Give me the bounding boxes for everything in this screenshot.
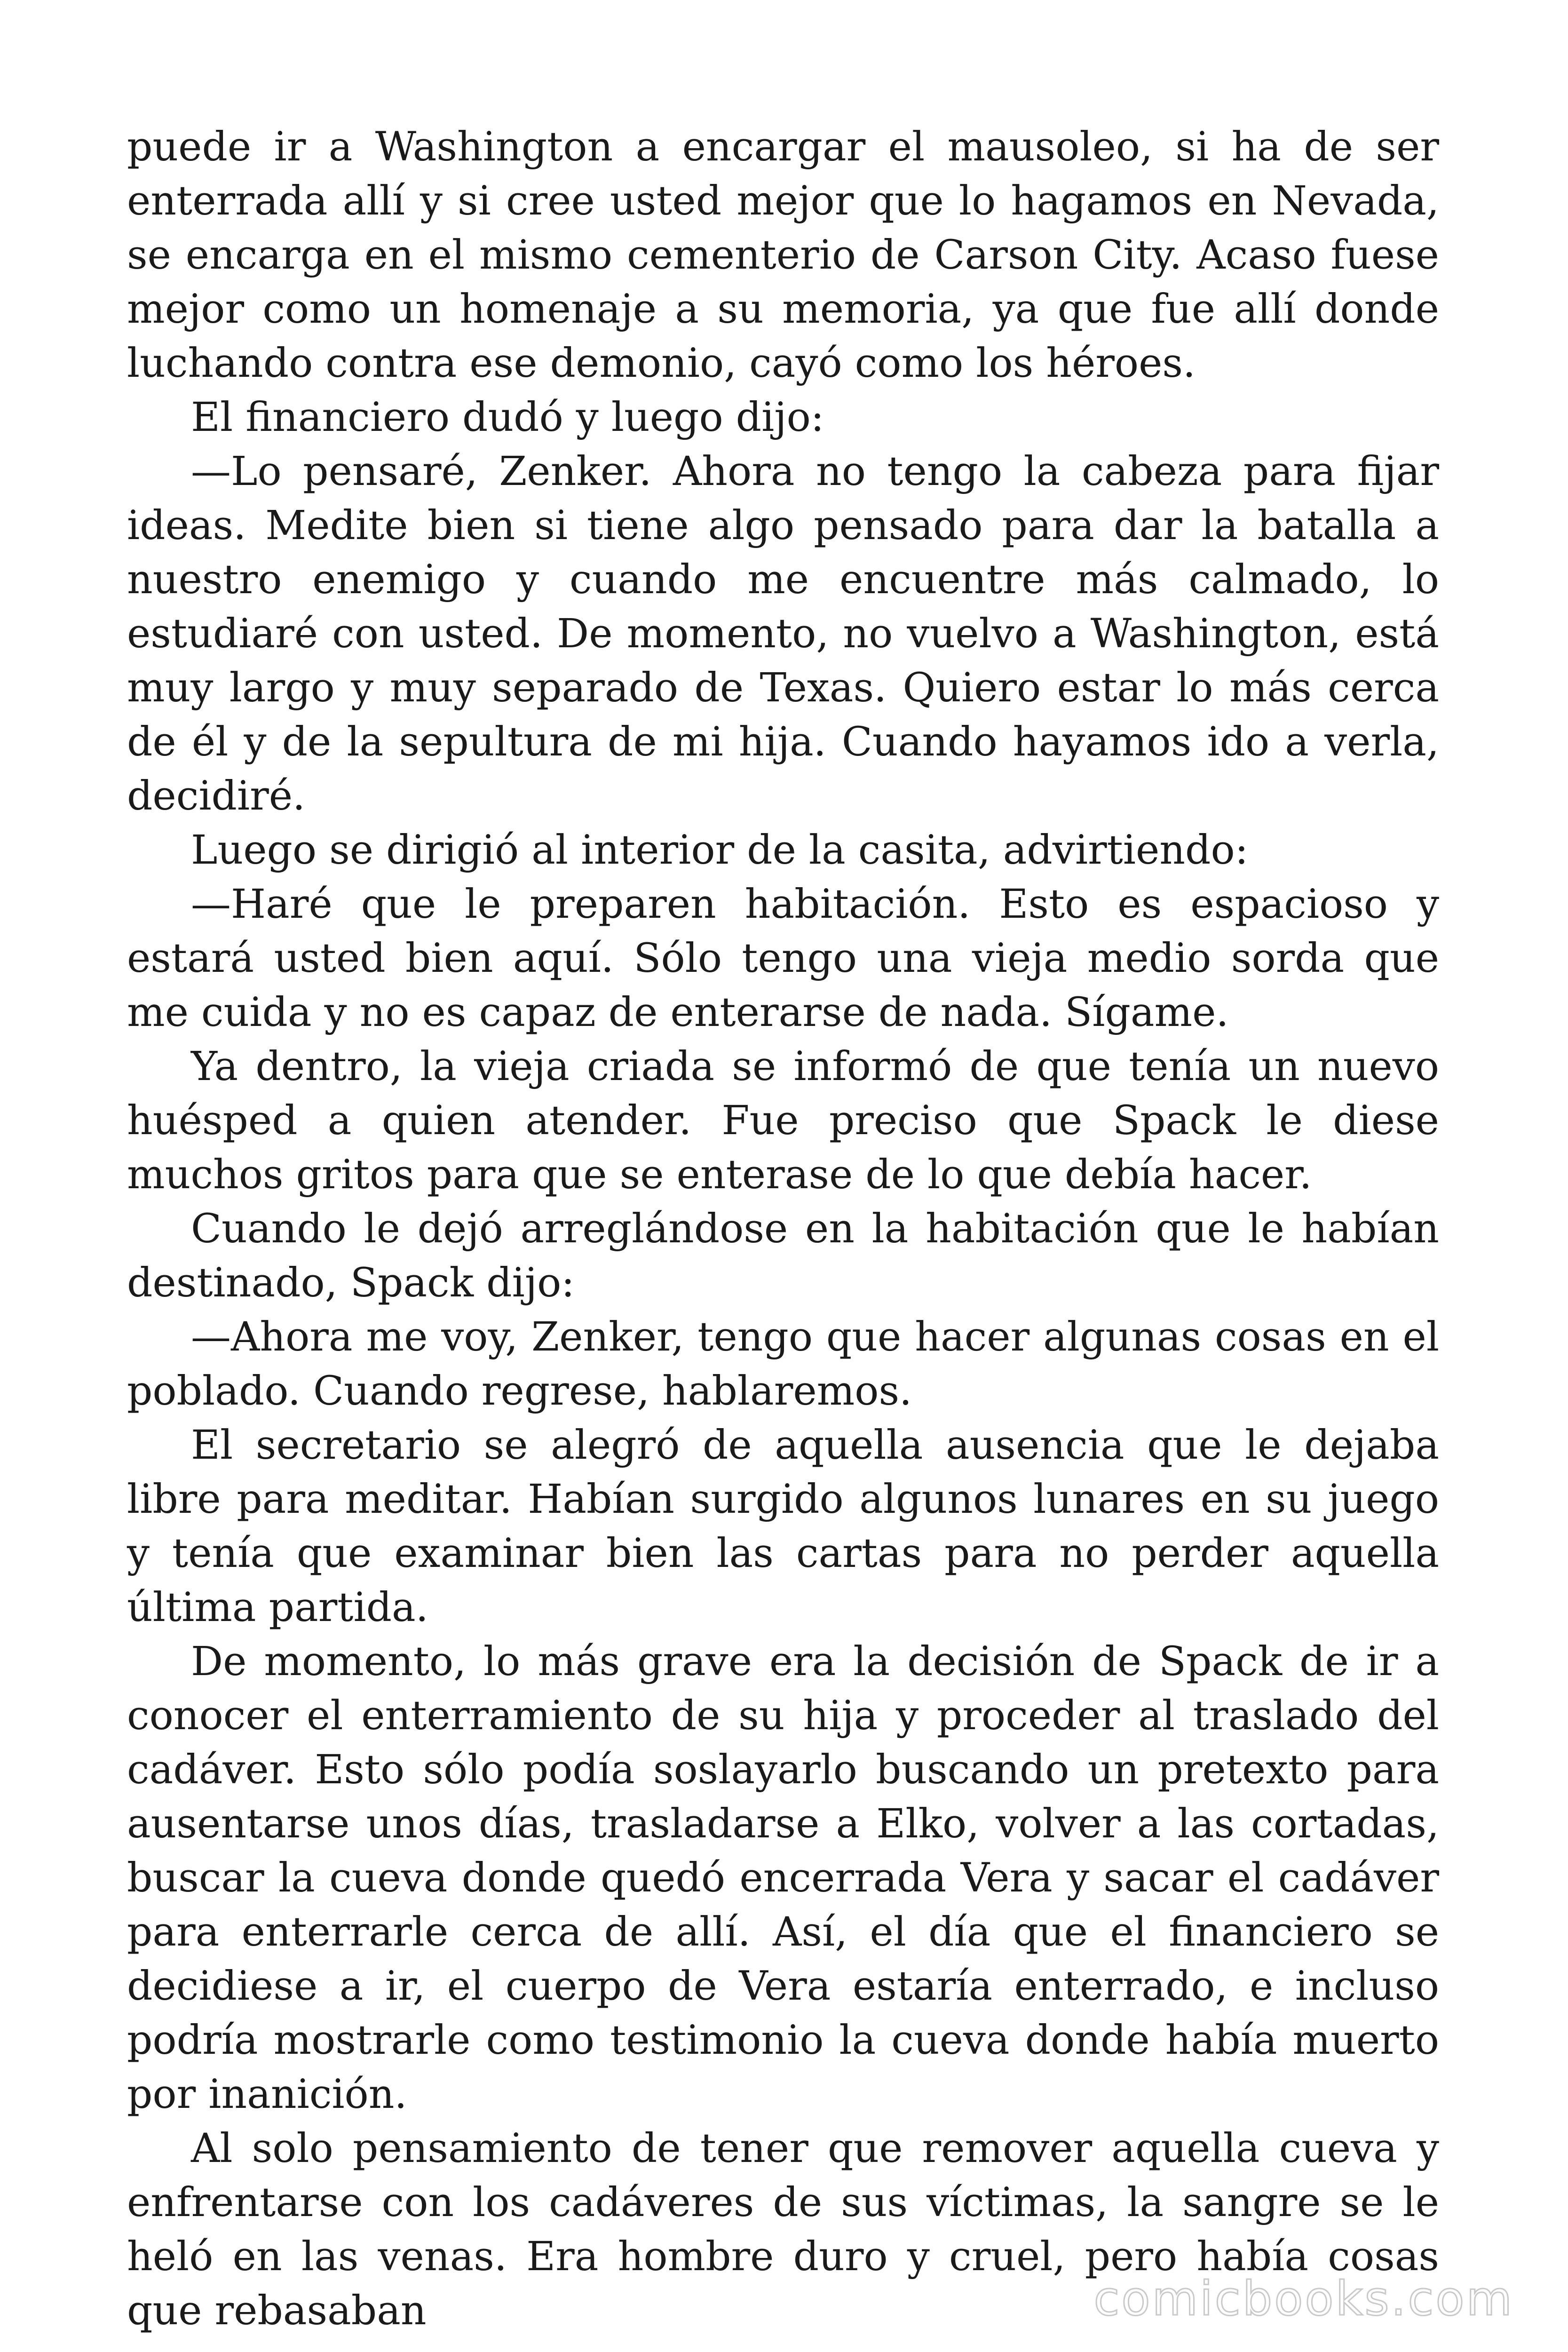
paragraph: Cuando le dejó arreglándose en la habitación que le habían destinado, Spack dijo: xyxy=(127,1206,1439,1306)
paragraph: puede ir a Washington a encargar el mausoleo, si ha de ser enterrada allí y si cree usted mejor que lo hagamos en Nevada, se encarga en el mismo cementerio de Carson City. Acaso fuese mejor como un homenaje a su memoria, ya que fue allí donde luchando contra ese demonio, cayó como los héroes. xyxy=(127,124,1439,387)
paragraph: El secretario se alegró de aquella ausencia que le dejaba libre para meditar. Habían surgido algunos lunares en su juego y tenía que examinar bien las cartas para no perder aquella última partida. xyxy=(127,1422,1439,1631)
paragraph: El financiero dudó y luego dijo: xyxy=(191,394,824,441)
paragraph: —Haré que le preparen habitación. Esto es espacioso y estará usted bien aquí. Sólo tengo una vieja medio sorda que me cuida y no es capaz de enterarse de nada. Sígame. xyxy=(127,881,1439,1036)
watermark: comicbooks.com xyxy=(1093,2271,1514,2326)
paragraph: De momento, lo más grave era la decisión de Spack de ir a conocer el enterramiento de su hija y proceder al traslado del cadáver. Esto sólo podía soslayarlo buscando un pretexto para ausentarse unos días, trasladarse a Elko, volver a las cortadas, buscar la cueva donde quedó encerrada Vera y sacar el cadáver para enterrarle cerca de allí. Así, el día que el financiero se decidiese a ir, el cuerpo de Vera estaría enterrado, e incluso podría mostrarle como testimonio la cueva donde había muerto por inanición. xyxy=(127,1638,1439,2118)
paragraph: —Ahora me voy, Zenker, tengo que hacer algunas cosas en el poblado. Cuando regrese, hablaremos. xyxy=(127,1314,1439,1414)
page-body xyxy=(127,120,1439,2338)
paragraph: Luego se dirigió al interior de la casita, advirtiendo: xyxy=(191,827,1249,874)
paragraph: Ya dentro, la vieja criada se informó de que tenía un nuevo huésped a quien atender. Fue preciso que Spack le diese muchos gritos para que se enterase de lo que debía hacer. xyxy=(127,1043,1439,1198)
paragraph: —Lo pensaré, Zenker. Ahora no tengo la cabeza para fijar ideas. Medite bien si tiene algo pensado para dar la batalla a nuestro enemigo y cuando me encuentre más calmado, lo estudiaré con usted. De momento, no vuelvo a Washington, está muy largo y muy separado de Texas. Quiero estar lo más cerca de él y de la sepultura de mi hija. Cuando hayamos ido a verla, decidiré. xyxy=(127,448,1439,819)
paragraph: Al solo pensamiento de tener que remover aquella cueva y enfrentarse con los cadáveres de sus víctimas, la sangre se le heló en las venas. Era hombre duro y cruel, pero había cosas que rebasaban xyxy=(127,2125,1439,2334)
